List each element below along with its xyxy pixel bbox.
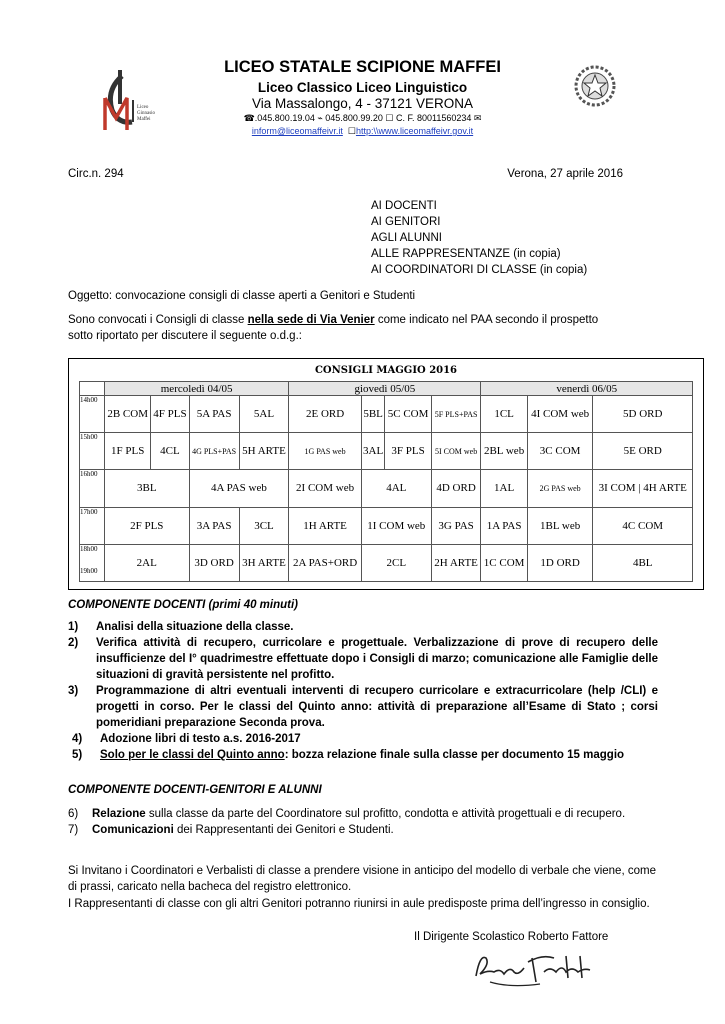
list-item bbox=[68, 731, 658, 747]
item-number: 5) bbox=[72, 749, 83, 761]
section-heading: COMPONENTE DOCENTI-GENITORI E ALUNNI bbox=[68, 784, 322, 796]
class-cell: 1I COM web bbox=[361, 507, 431, 544]
mail-icon: ✉ bbox=[473, 113, 482, 123]
class-cell: 5E ORD bbox=[593, 433, 693, 470]
recipient: AI DOCENTI bbox=[371, 200, 437, 212]
class-cell: 3CL bbox=[239, 507, 289, 544]
table-row bbox=[80, 396, 693, 433]
schedule-box bbox=[68, 358, 704, 590]
class-cell: 4BL bbox=[593, 544, 693, 581]
class-cell: 2AL bbox=[105, 544, 190, 581]
checkbox-icon: ☐ bbox=[385, 113, 394, 123]
item-text: Programmazione di altri eventuali interventi di recupero curricolare e extracurricolare (help /CLI) e progetti in corso. Per le classi del Quinto anno: attività di preparazione all’Esame di Stato ; corsi pomeridiani preparazione Seconda prova. bbox=[96, 685, 658, 729]
table-row bbox=[80, 433, 693, 470]
class-cell: 3AL bbox=[361, 433, 385, 470]
item-number: 4) bbox=[72, 733, 83, 745]
class-cell: 2G PAS web bbox=[527, 470, 593, 507]
circular-number: Circ.n. 294 bbox=[68, 168, 124, 180]
school-name: LICEO STATALE SCIPIONE MAFFEI bbox=[224, 58, 501, 76]
class-cell: 1H ARTE bbox=[289, 507, 362, 544]
class-cell: 3H ARTE bbox=[239, 544, 289, 581]
item-underlined: Solo per le classi del Quinto anno bbox=[100, 749, 285, 761]
class-cell: 3D ORD bbox=[189, 544, 239, 581]
time-label: 14h00 bbox=[80, 396, 105, 433]
time-label: 15h00 bbox=[80, 433, 105, 470]
item-number: 6) bbox=[68, 808, 79, 820]
class-cell: 5C COM bbox=[385, 396, 431, 433]
class-cell: 1BL web bbox=[527, 507, 593, 544]
recipient: AI GENITORI bbox=[371, 216, 441, 228]
class-cell: 4H ARTE bbox=[643, 482, 687, 495]
links-line bbox=[0, 126, 725, 137]
svg-text:Liceo: Liceo bbox=[137, 105, 149, 110]
list-item bbox=[68, 806, 656, 822]
class-cell: 3A PAS bbox=[189, 507, 239, 544]
box-icon: ☐ bbox=[347, 126, 356, 136]
class-cell: 2I COM web bbox=[289, 470, 362, 507]
class-cell: 2F PLS bbox=[105, 507, 190, 544]
time-label bbox=[80, 544, 105, 581]
class-cell: 1C COM bbox=[481, 544, 527, 581]
class-cell: 1G PAS web bbox=[289, 433, 362, 470]
class-cell: 1CL bbox=[481, 396, 527, 433]
agenda-list bbox=[68, 619, 658, 763]
email-link[interactable]: inform@liceomaffeivr.it bbox=[251, 126, 343, 136]
section-heading: COMPONENTE DOCENTI (primi 40 minuti) bbox=[68, 599, 299, 611]
item-bold: Relazione bbox=[92, 808, 146, 820]
class-cell: 3I COM | 4H ARTE bbox=[593, 470, 693, 507]
svg-text:Ginnasio: Ginnasio bbox=[137, 111, 156, 116]
class-cell: 1D ORD bbox=[527, 544, 593, 581]
item-number: 1) bbox=[68, 621, 79, 633]
table-row bbox=[80, 544, 693, 581]
phone-number: .045.800.19.04 bbox=[254, 113, 315, 123]
day-header: venerdì 06/05 bbox=[481, 382, 693, 396]
class-cell: 4C COM bbox=[593, 507, 693, 544]
class-cell: 3G PAS bbox=[431, 507, 481, 544]
class-cell: 4I COM web bbox=[527, 396, 593, 433]
school-subtitle: Liceo Classico Liceo Linguistico bbox=[257, 80, 468, 95]
item-text bbox=[100, 747, 624, 763]
intro-paragraph bbox=[68, 312, 656, 344]
recipients bbox=[371, 198, 587, 278]
class-cell: 2BL web bbox=[481, 433, 527, 470]
school-address: Via Massalongo, 4 - 37121 VERONA bbox=[251, 96, 474, 111]
item-number: 3) bbox=[68, 685, 79, 697]
list-item bbox=[68, 635, 658, 683]
signature-graphic bbox=[470, 946, 610, 990]
intro-text: Sono convocati i Consigli di classe bbox=[68, 314, 248, 326]
phone-icon: ☎ bbox=[243, 113, 255, 123]
class-cell: 1A PAS bbox=[481, 507, 527, 544]
class-cell: 5D ORD bbox=[593, 396, 693, 433]
item-number: 7) bbox=[68, 824, 79, 836]
class-cell: 4AL bbox=[361, 470, 431, 507]
class-cell: 4CL bbox=[151, 433, 189, 470]
class-cell: 4F PLS bbox=[151, 396, 189, 433]
class-cell: 2CL bbox=[361, 544, 431, 581]
class-cell: 1AL bbox=[481, 470, 527, 507]
class-cell: 4A PAS web bbox=[189, 470, 289, 507]
item-bold: Comunicazioni bbox=[92, 824, 174, 836]
class-cell: 3I COM bbox=[598, 482, 636, 495]
class-cell: 2A PAS+ORD bbox=[289, 544, 362, 581]
class-cell: 5A PAS bbox=[189, 396, 239, 433]
class-cell: 4D ORD bbox=[431, 470, 481, 507]
day-header: giovedì 05/05 bbox=[289, 382, 481, 396]
class-cell: 2H ARTE bbox=[431, 544, 481, 581]
recipient: AGLI ALUNNI bbox=[371, 232, 442, 244]
list-item bbox=[68, 683, 658, 731]
class-cell: 2B COM bbox=[105, 396, 151, 433]
closing-paragraph: I Rappresentanti di classe con gli altri Genitori potranno riunirsi in aule predisposte prima dell’ingresso in consiglio. bbox=[68, 898, 650, 910]
contacts-line bbox=[0, 113, 725, 124]
tax-code: C. F. 80011560234 bbox=[395, 113, 472, 123]
schedule-title: CONSIGLI MAGGIO 2016 bbox=[314, 365, 458, 376]
table-row bbox=[80, 507, 693, 544]
svg-text:Maffei: Maffei bbox=[137, 117, 151, 122]
class-cell: 3F PLS bbox=[385, 433, 431, 470]
list-item bbox=[68, 619, 658, 635]
recipient: AI COORDINATORI DI CLASSE (in copia) bbox=[371, 264, 588, 276]
class-cell: 5I COM web bbox=[431, 433, 481, 470]
venue: nella sede di Via Venier bbox=[247, 314, 375, 326]
item-rest: dei Rappresentanti dei Genitori e Studenti. bbox=[173, 824, 394, 836]
class-cell: 1F PLS bbox=[105, 433, 151, 470]
class-cell: 2E ORD bbox=[289, 396, 362, 433]
class-cell: 3BL bbox=[105, 470, 190, 507]
class-cell: 3C COM bbox=[527, 433, 593, 470]
class-cell: 5F PLS+PAS bbox=[431, 396, 481, 433]
subject-line: Oggetto: convocazione consigli di classe aperti a Genitori e Studenti bbox=[68, 290, 416, 302]
item-text: Analisi della situazione della classe. bbox=[96, 621, 294, 633]
day-header: mercoledì 04/05 bbox=[105, 382, 289, 396]
day-header-row bbox=[80, 382, 693, 396]
item-rest: sulla classe da parte del Coordinatore sul profitto, condotta e attività progettuali e di recupero. bbox=[145, 808, 626, 820]
item-text bbox=[92, 806, 625, 822]
corner-cell bbox=[80, 382, 105, 396]
table-row bbox=[80, 470, 693, 507]
class-cell: 4G PLS+PAS bbox=[189, 433, 239, 470]
signature bbox=[470, 946, 610, 990]
intro-text: sotto riportato per discutere il seguente o.d.g.: bbox=[68, 330, 302, 342]
item-number: 2) bbox=[68, 637, 79, 649]
class-cell: 5BL bbox=[361, 396, 385, 433]
time-label: 19h00 bbox=[80, 566, 98, 575]
item-text: Verifica attività di recupero, curricolare e progettuale. Verbalizzazione di prove di recupero delle insufficienze del I° quadrimestre effettuate dopo i Consigli di marzo; comunicazione alle Famiglie delle situazioni di gravità persistente nel profitto. bbox=[96, 637, 658, 681]
class-cell: 5AL bbox=[239, 396, 289, 433]
list-item bbox=[68, 747, 658, 763]
intro-text: come indicato nel PAA secondo il prospetto bbox=[374, 314, 599, 326]
item-rest: : bozza relazione finale sulla classe per documento 15 maggio bbox=[284, 749, 625, 761]
signatory: Il Dirigente Scolastico Roberto Fattore bbox=[414, 931, 609, 943]
time-label: 17h00 bbox=[80, 507, 105, 544]
item-text: Adozione libri di testo a.s. 2016-2017 bbox=[100, 733, 301, 745]
place-date: Verona, 27 aprile 2016 bbox=[507, 168, 623, 180]
recipient: ALLE RAPPRESENTANZE (in copia) bbox=[371, 248, 561, 260]
website-link[interactable]: http:\\www.liceomaffeivr.gov.it bbox=[355, 126, 474, 136]
item-text bbox=[92, 822, 394, 838]
time-label: 16h00 bbox=[80, 470, 105, 507]
schedule-table bbox=[79, 381, 693, 582]
fax-icon: ⌁ bbox=[317, 113, 323, 123]
agenda-list bbox=[68, 806, 656, 838]
fax-number: 045.800.99.20 bbox=[325, 113, 383, 123]
list-item bbox=[68, 822, 656, 838]
class-cell: 5H ARTE bbox=[239, 433, 289, 470]
time-label: 18h00 bbox=[80, 544, 98, 553]
closing-paragraph: Si Invitano i Coordinatori e Verbalisti di classe a prendere visione in anticipo del modello di verbale che viene, come di prassi, caricato nella bacheca del registro elettronico. bbox=[68, 865, 656, 893]
